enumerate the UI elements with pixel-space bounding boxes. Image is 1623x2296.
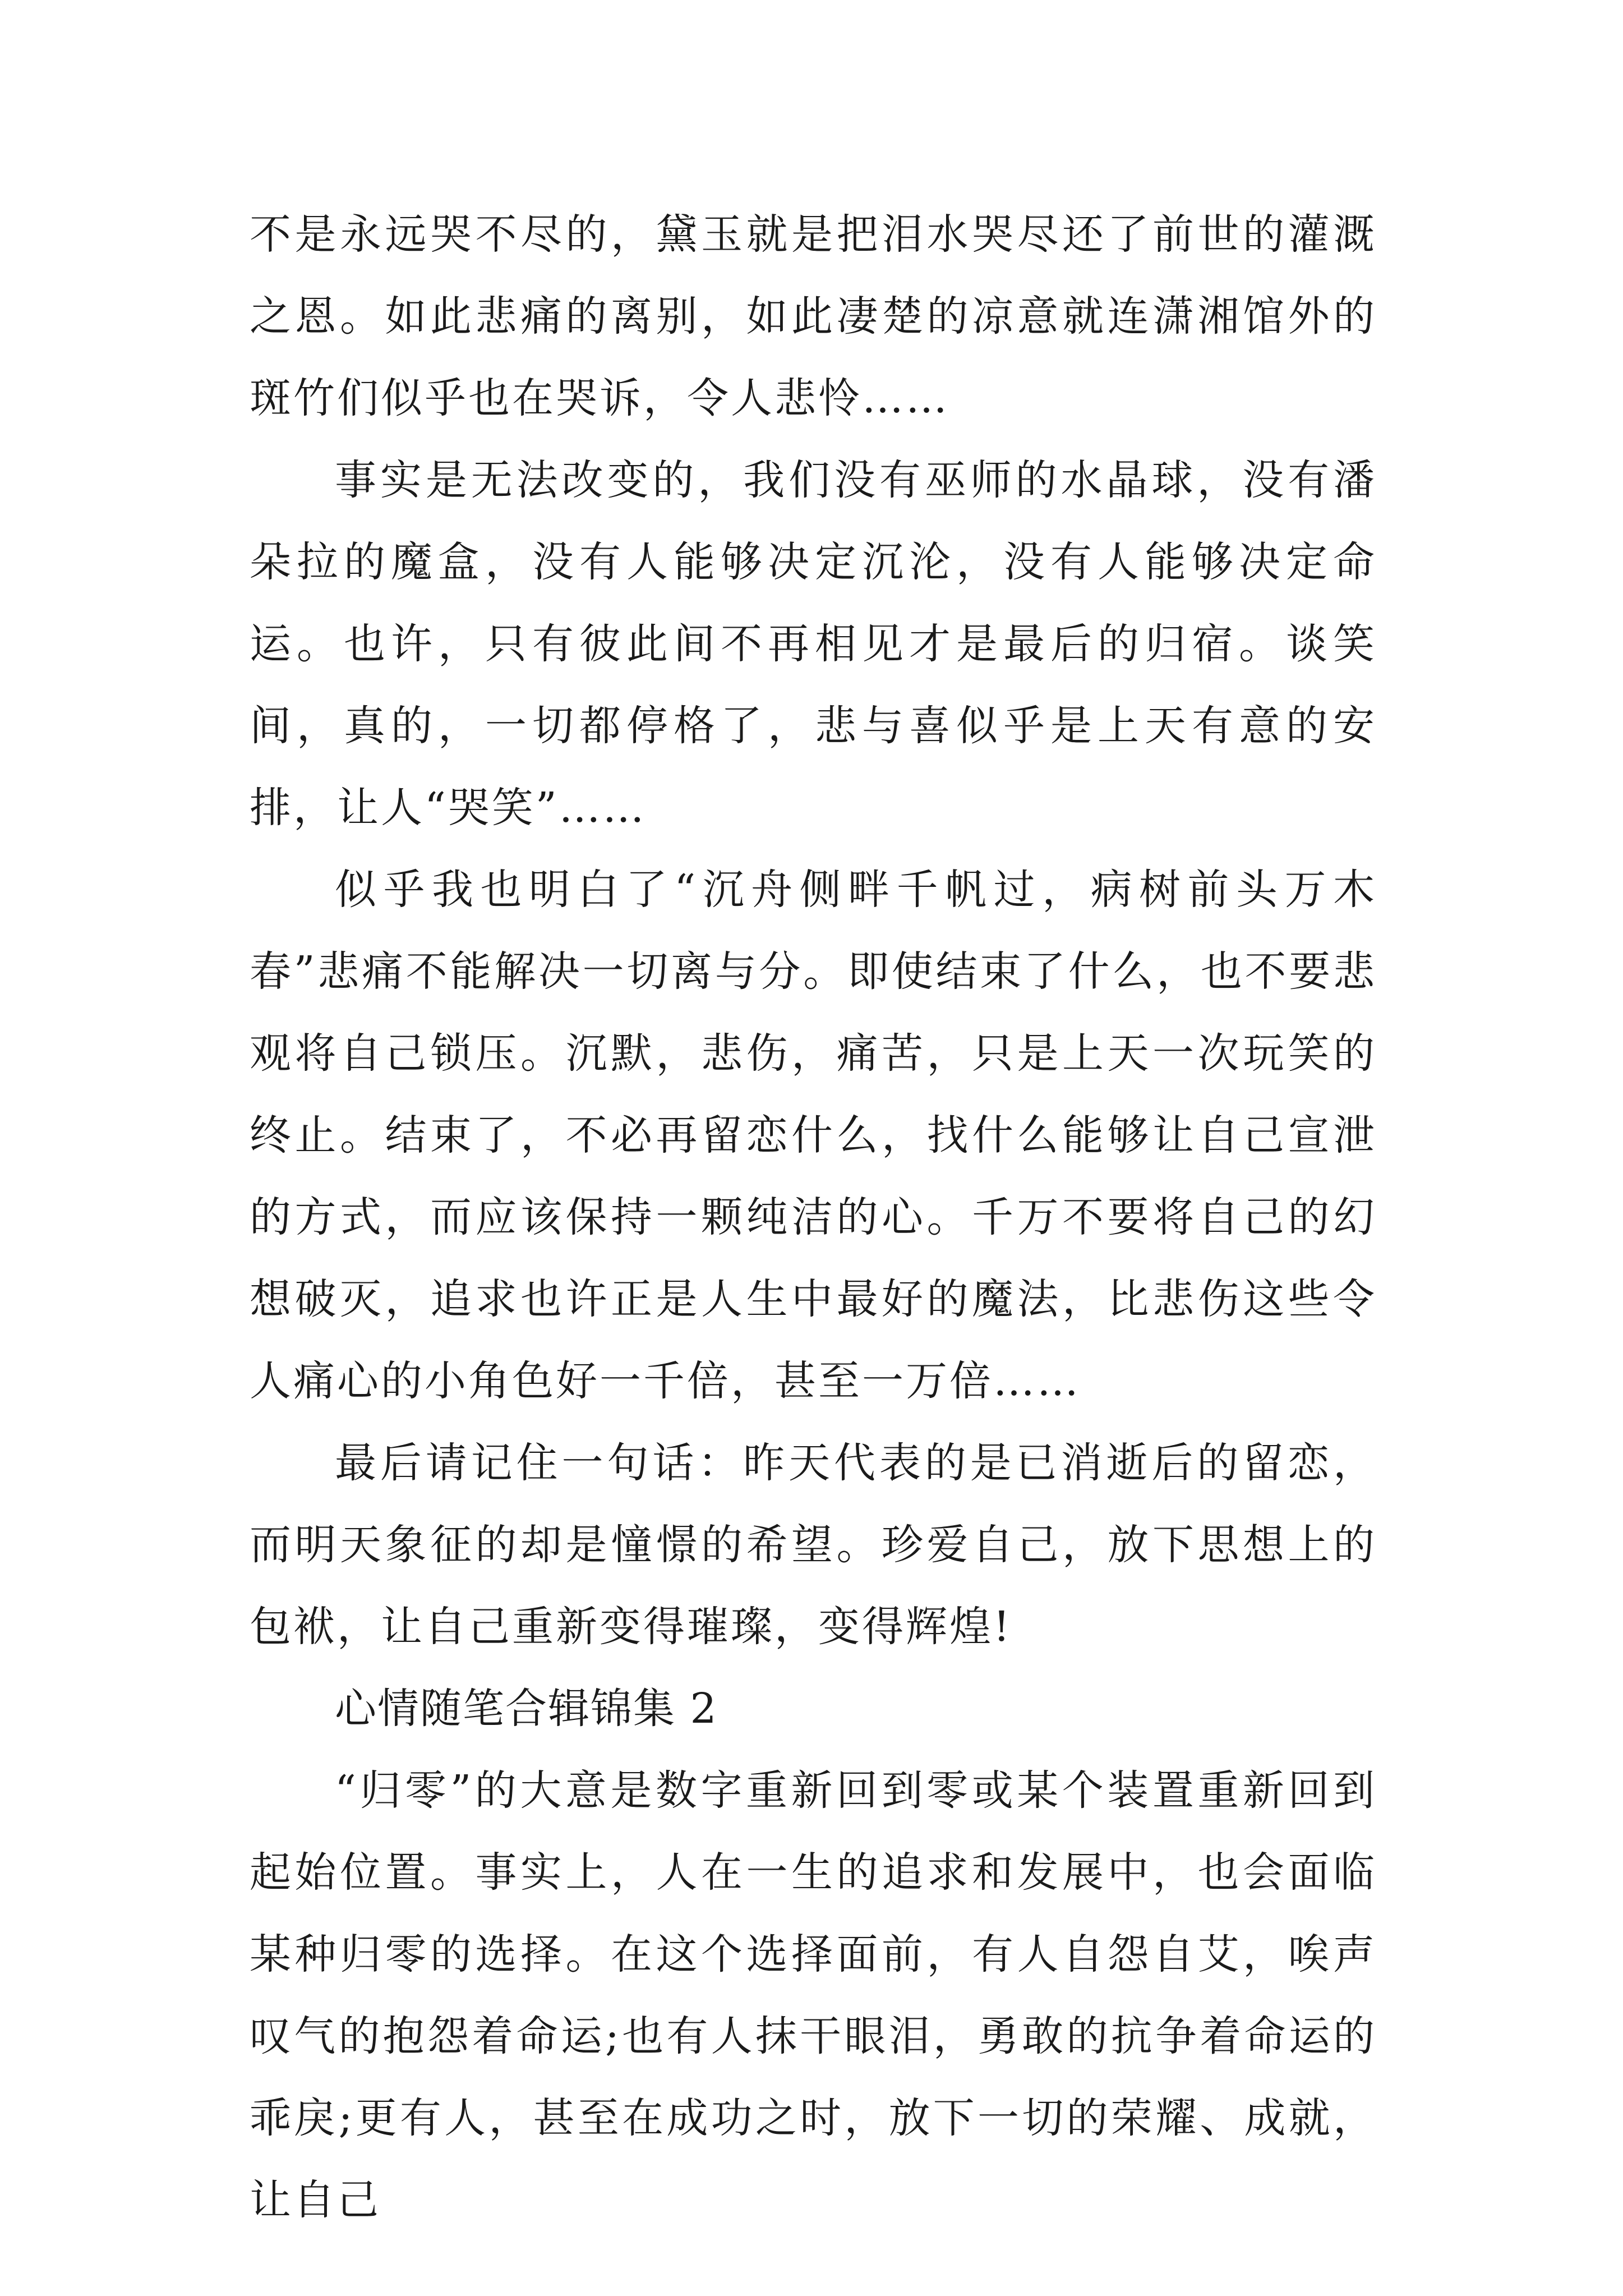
paragraph-fate: 事实是无法改变的，我们没有巫师的水晶球，没有潘朵拉的魔盒，没有人能够决定沉沦，没有人能够决定命运。也许，只有彼此间不再相见才是最后的归宿。谈笑间，真的，一切都停格了，悲与喜似乎是上天有意的安排，让人“哭笑”…… xyxy=(250,456,1377,832)
paragraph-closing: 最后请记住一句话：昨天代表的是已消逝后的留恋，而明天象征的却是憧憬的希望。珍爱自己，放下思想上的包袱，让自己重新变得璀璨，变得辉煌! xyxy=(250,1439,1377,1651)
body-text xyxy=(250,194,1377,2241)
paragraph-continuation: 不是永远哭不尽的，黛玉就是把泪水哭尽还了前世的灌溉之恩。如此悲痛的离别，如此凄楚的凉意就连潇湘馆外的斑竹们似乎也在哭诉，令人悲怜…… xyxy=(250,210,1377,422)
paragraph-understanding: 似乎我也明白了“沉舟侧畔千帆过，病树前头万木春”悲痛不能解决一切离与分。即使结束了什么，也不要悲观将自己锁压。沉默，悲伤，痛苦，只是上天一次玩笑的终止。结束了，不必再留恋什么，找什么能够让自己宣泄的方式，而应该保持一颗纯洁的心。千万不要将自己的幻想破灭，追求也许正是人生中最好的魔法，比悲伤这些令人痛心的小角色好一千倍，甚至一万倍…… xyxy=(250,866,1377,1405)
paragraph-reset: “归零”的大意是数字重新回到零或某个装置重新回到起始位置。事实上，人在一生的追求和发展中，也会面临某种归零的选择。在这个选择面前，有人自怨自艾，唉声叹气的抱怨着命运;也有人抹干眼泪，勇敢的抗争着命运的乖戾;更有人，甚至在成功之时，放下一切的荣耀、成就，让自己 xyxy=(250,1766,1377,2224)
section-heading: 心情随笔合辑锦集 2 xyxy=(335,1685,718,1733)
